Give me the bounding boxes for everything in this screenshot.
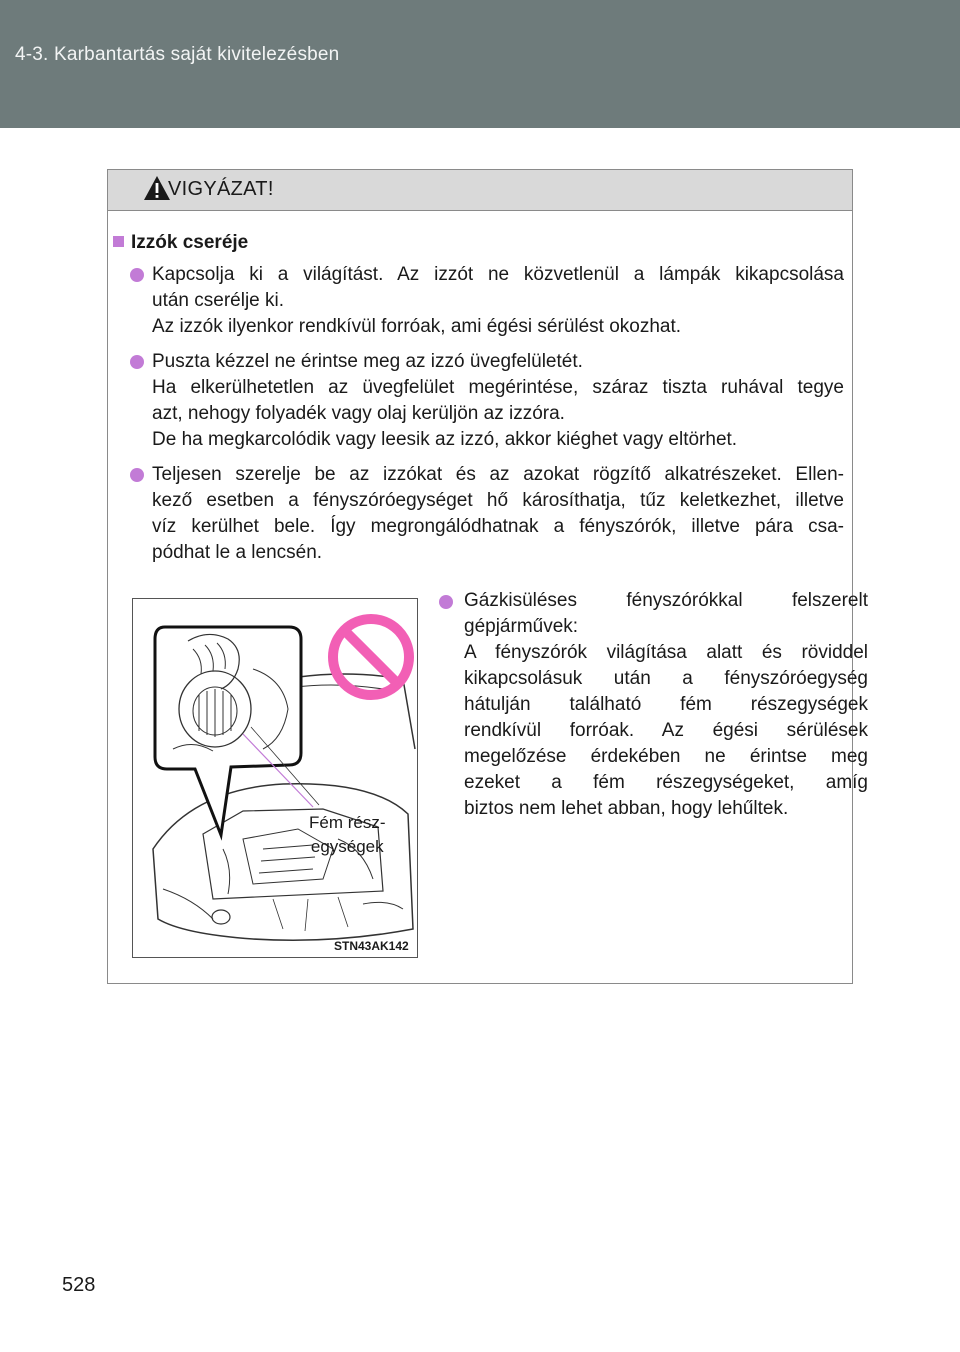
engine-bay-drawing [133,599,417,957]
prohibition-icon [333,619,409,695]
text-line: Gázkisüléses fényszórókkal felszerelt [464,590,868,611]
text-line: kikapcsolásuk után a fényszóróegység [464,668,868,689]
text-line: azt, nehogy folyadék vagy olaj kerüljön az izzóra. [152,403,565,424]
text-line: rendkívül forróak. Az égési sérülések [464,720,868,741]
label-line: egységek [310,837,384,856]
text-line: biztos nem lehet abban, hogy lehűltek. [464,798,789,819]
text-line: Ha elkerülhetetlen az üvegfelület megérintése, száraz tiszta ruhával tegye [152,377,844,398]
text-line: Az izzók ilyenkor rendkívül forróak, ami égési sérülést okozhat. [152,316,682,337]
text-line: ezeket a fém részegységeket, amíg [464,772,868,793]
warning-item [128,349,844,453]
text-line: gépjárművek: [464,616,579,637]
side-note [436,588,868,822]
label-line: Fém rész- [309,813,386,832]
bullet-dot-icon [130,355,144,369]
text-line: Kapcsolja ki a világítást. Az izzót ne közvetlenül a lámpák kikapcsolása [152,264,844,285]
text-line: Teljesen szerelje be az izzókat és az azokat rögzítő alkatrészeket. Ellen- [152,464,844,485]
text-line: után cserélje ki. [152,290,285,311]
metal-parts-label [309,811,386,859]
square-bullet-icon [113,236,124,247]
bullet-dot-icon [130,468,144,482]
page-number: 528 [62,1274,96,1296]
chapter-title: 4-3. Karbantartás saját kivitelezésben [15,44,340,65]
warning-label: VIGYÁZAT! [168,178,274,200]
text-line: megelőzése érdekében ne érintse meg [464,746,868,767]
section-title-text: Izzók cseréje [131,232,249,253]
warning-box [107,169,868,984]
text-line: kező esetben a fényszóróegységet hő károsíthatja, tűz keletkezhet, illetve [152,490,844,511]
warning-items [128,262,844,575]
bullet-dot-icon [130,268,144,282]
warning-item [128,262,844,340]
headlight-illustration [132,598,418,958]
text-line: víz kerülhet bele. Így megrongálódhatnak a fényszórók, illetve pára csa- [152,516,844,537]
bullet-dot-icon [439,595,453,609]
text-line: pódhat le a lencsén. [152,542,323,563]
section-title [113,232,248,254]
text-line: De ha megkarcolódik vagy leesik az izzó, akkor kiéghet vagy eltörhet. [152,429,738,450]
text-line: A fényszórók világítása alatt és röviddel [464,642,868,663]
text-line: Puszta kézzel ne érintse meg az izzó üvegfelületét. [152,351,583,372]
page-header [0,0,960,128]
text-line: hátulján található fém részegységek [464,694,868,715]
illustration-code: STN43AK142 [334,939,409,953]
warning-item [128,462,844,566]
warning-header [108,170,852,211]
